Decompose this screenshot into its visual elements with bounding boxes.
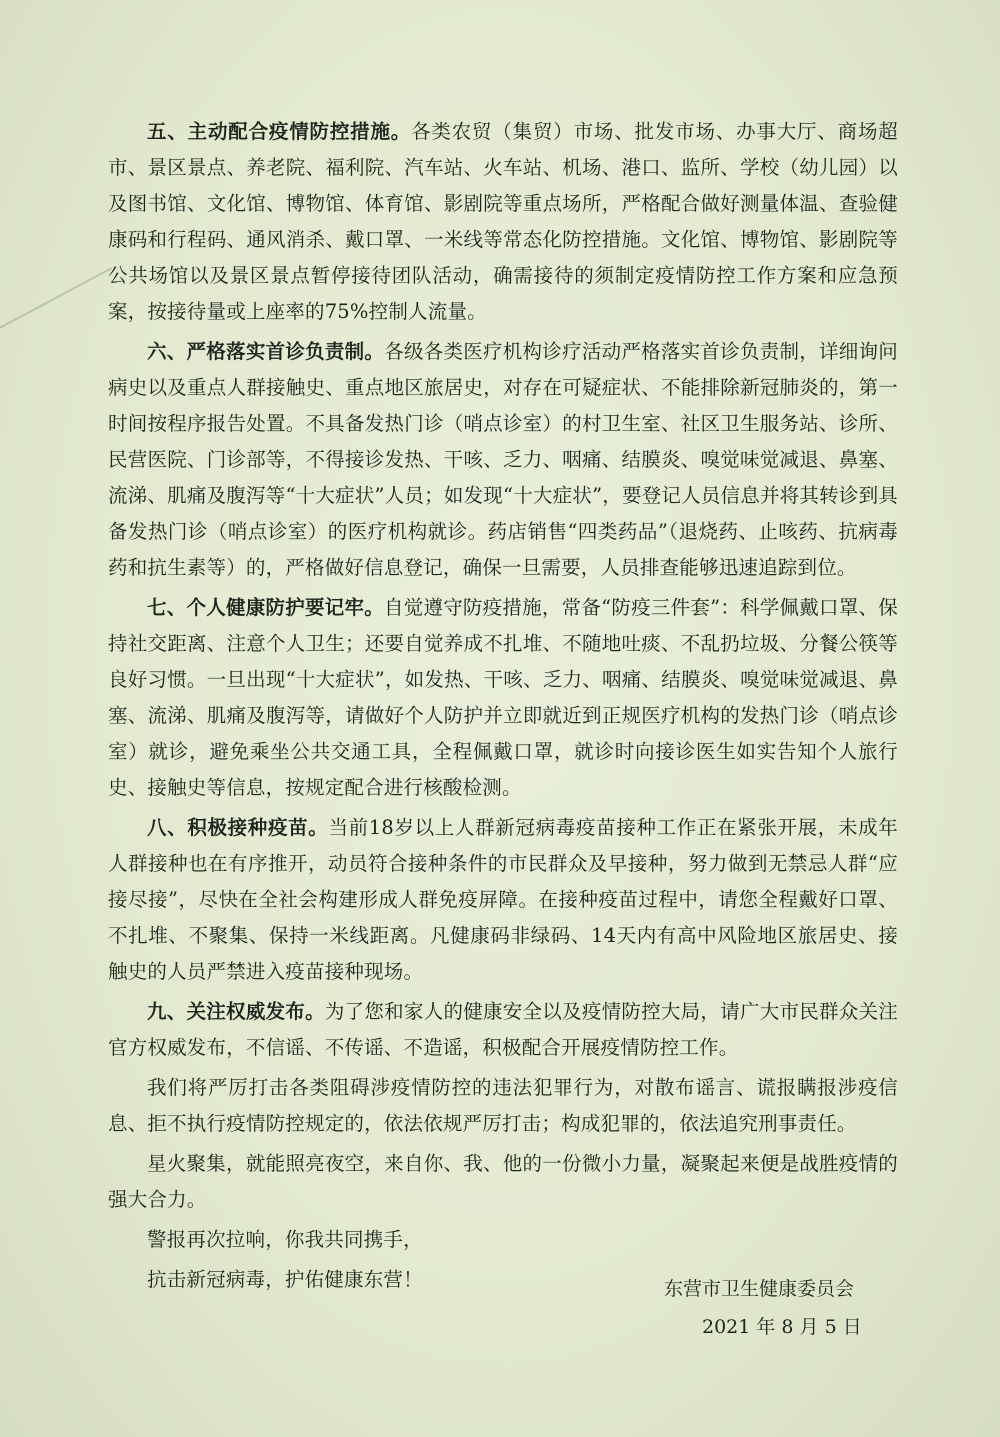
section-heading: 六、严格落实首诊负责制。 [147,340,385,363]
section-9 [108,994,898,1066]
section-text: 各级各类医疗机构诊疗活动严格落实首诊负责制，详细询问病史以及重点人群接触史、重点地区旅居史，对存在可疑症状、不能排除新冠肺炎的，第一时间按程序报告处置。不具备发热门诊（哨点诊室）的村卫生室、社区卫生服务站、诊所、民营医院、门诊部等，不得接诊发热、干咳、乏力、咽痛、结膜炎、嗅觉味觉减退、鼻塞、流涕、肌痛及腹泻等“十大症状”人员；如发现“十大症状”，要登记人员信息并将其转诊到具备发热门诊（哨点诊室）的医疗机构就诊。药店销售“四类药品”（退烧药、止咳药、抗病毒药和抗生素等）的，严格做好信息登记，确保一旦需要，人员排查能够迅速追踪到位。 [108,340,899,579]
section-text: 各类农贸（集贸）市场、批发市场、办事大厅、商场超市、景区景点、养老院、福利院、汽车站、火车站、机场、港口、监所、学校（幼儿园）以及图书馆、文化馆、博物馆、体育馆、影剧院等重点场所，严格配合做好测量体温、查验健康码和行程码、通风消杀、戴口罩、一米线等常态化防控措施。文化馆、博物馆、影剧院等公共场馆以及景区景点暂停接待团队活动，确需接待的须制定疫情防控工作方案和应急预案，按接待量或上座率的75%控制人流量。 [108,120,898,323]
slogan-line-1: 警报再次拉响，你我共同携手， [147,1228,423,1251]
closing-paragraph-law: 我们将严厉打击各类阻碍涉疫情防控的违法犯罪行为，对散布谣言、谎报瞒报涉疫信息、拒不执行疫情防控规定的，依法依规严厉打击；构成犯罪的，依法追究刑事责任。 [108,1076,898,1135]
paper-fold-mark [0,267,112,334]
slogan-line-2: 抗击新冠病毒，护佑健康东营！ [147,1268,423,1291]
section-heading: 七、个人健康防护要记牢。 [147,596,384,619]
section-text: 为了您和家人的健康安全以及疫情防控大局，请广大市民群众关注官方权威发布，不信谣、不传谣、不造谣，积极配合开展疫情防控工作。 [108,1000,898,1059]
section-6 [108,334,898,586]
section-text: 当前18岁以上人群新冠病毒疫苗接种工作正在紧张开展，未成年人群接种也在有序推开，动员符合接种条件的市民群众及早接种，努力做到无禁忌人群“应接尽接”，尽快在全社会构建形成人群免疫屏障。在接种疫苗过程中，请您全程戴好口罩、不扎堆、不聚集、保持一米线距离。凡健康码非绿码、14天内有高中风险地区旅居史、接触史的人员严禁进入疫苗接种现场。 [108,816,898,983]
section-7 [108,590,898,806]
signature-block [664,1270,884,1346]
notice-body [108,114,898,1302]
closing-paragraph-unity: 星火聚集，就能照亮夜空，来自你、我、他的一份微小力量，凝聚起来便是战胜疫情的强大合力。 [108,1152,898,1211]
issuing-organization: 东营市卫生健康委员会 [664,1278,855,1300]
section-8 [108,810,898,990]
section-5 [108,114,898,330]
section-heading: 九、关注权威发布。 [147,1000,325,1023]
section-heading: 八、积极接种疫苗。 [147,816,329,839]
section-heading: 五、主动配合疫情防控措施。 [147,120,412,143]
section-text: 自觉遵守防疫措施，常备“防疫三件套”：科学佩戴口罩、保持社交距离、注意个人卫生；还要自觉养成不扎堆、不随地吐痰、不乱扔垃圾、分餐公筷等良好习惯。一旦出现“十大症状”，如发热、干咳、乏力、咽痛、结膜炎、嗅觉味觉减退、鼻塞、流涕、肌痛及腹泻等，请做好个人防护并立即就近到正规医疗机构的发热门诊（哨点诊室）就诊，避免乘坐公共交通工具，全程佩戴口罩，就诊时向接诊医生如实告知个人旅行史、接触史等信息，按规定配合进行核酸检测。 [108,596,898,799]
issue-date: 2021 年 8 月 5 日 [702,1316,862,1338]
